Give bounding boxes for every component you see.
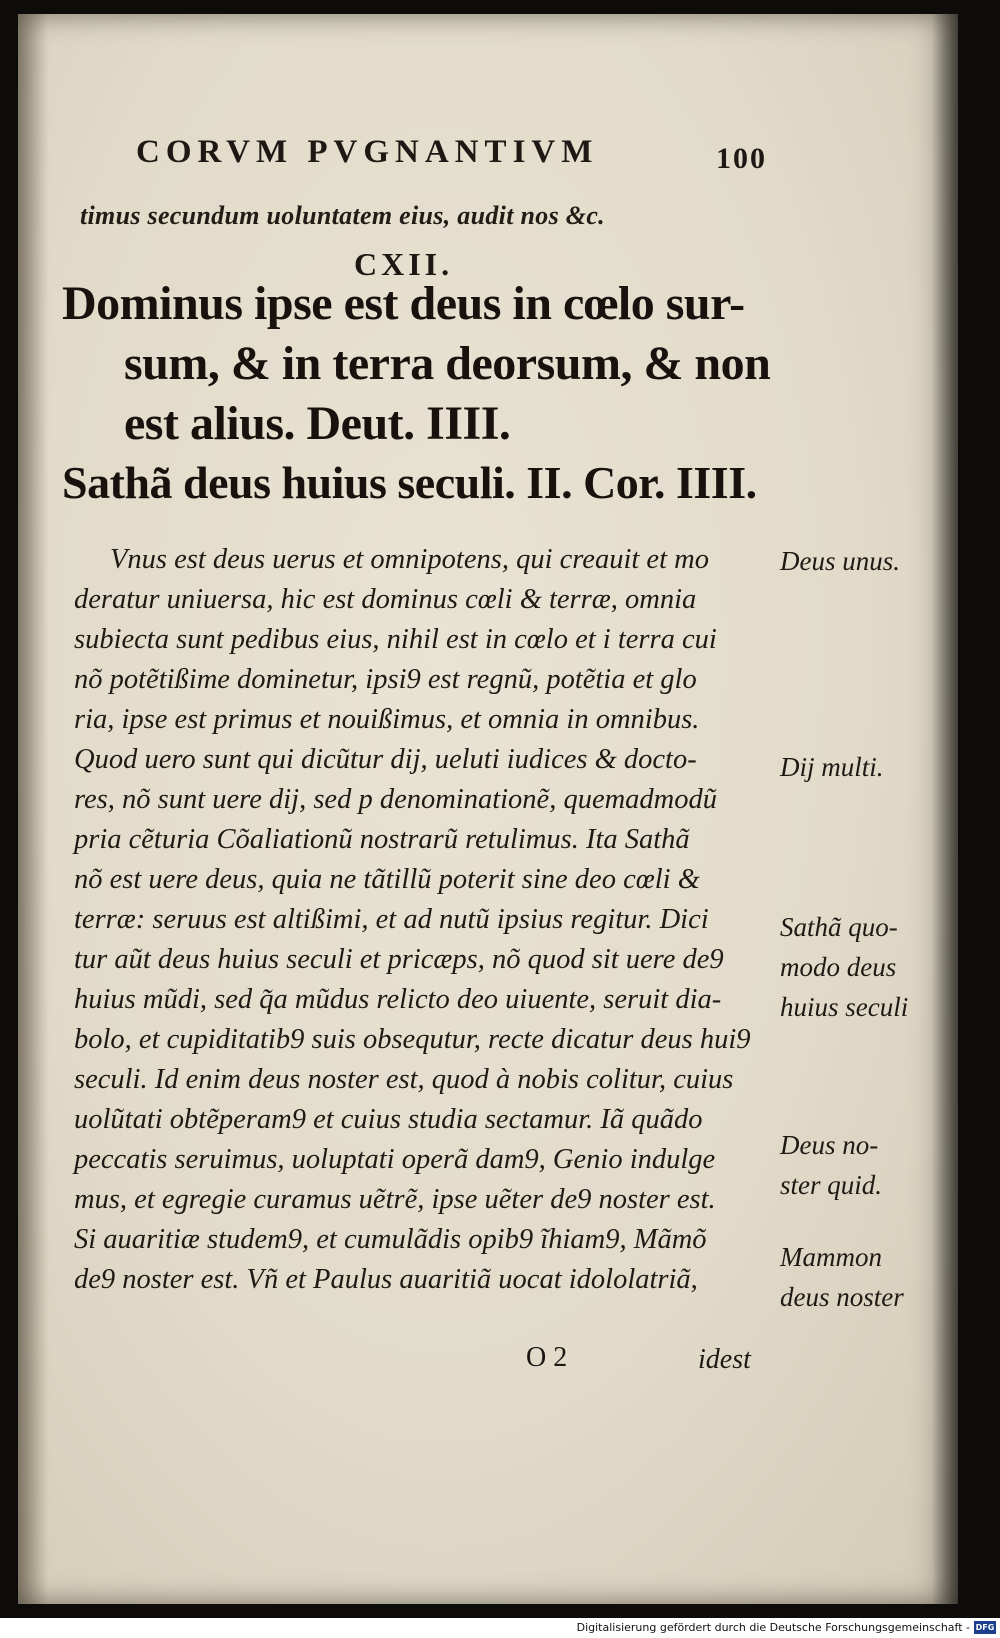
catchword: idest (698, 1344, 751, 1375)
digitization-credit: Digitalisierung gefördert durch die Deutsche Forschungsgemeinschaft - (576, 1621, 970, 1634)
body-line: deratur uniuersa, hic est dominus cœli & terræ, omnia (74, 584, 697, 615)
section-numeral: CXII. (354, 246, 454, 282)
heading-line: est alius. Deut. IIII. (124, 397, 511, 450)
margin-note: huius seculi (780, 992, 909, 1022)
carryover-line: timus secundum uoluntatem eius, audit nos &c. (80, 201, 605, 230)
body-line: terræ: seruus est altißimi, et ad nutũ ipsius regitur. Dici (74, 904, 709, 935)
heading-line: Dominus ipse est deus in cœlo sur- (62, 277, 745, 330)
body-line: seculi. Id enim deus noster est, quod à nobis colitur, cuius (74, 1064, 734, 1095)
body-line: res, nõ sunt uere dij, sed p denominationẽ, quemadmodũ (74, 784, 718, 815)
body-line: Vnus est deus uerus et omnipotens, qui creauit et mo (110, 544, 709, 575)
margin-note: deus noster (780, 1282, 904, 1312)
signature-mark: O 2 (526, 1342, 568, 1373)
body-line: Si auaritiæ studem9, et cumulãdis opib9 ĩhiam9, Mãmõ (74, 1224, 707, 1255)
page-gutter-shadow (18, 14, 48, 1604)
body-line: ria, ipse est primus et nouißimus, et omnia in omnibus. (74, 704, 700, 735)
body-line: nõ potẽtißime dominetur, ipsi9 est regnũ, potẽtia et glo (74, 664, 697, 695)
body-line: de9 noster est. Vñ et Paulus auaritiã uocat idololatriã, (74, 1264, 698, 1295)
margin-note: Dij multi. (780, 752, 884, 782)
body-line: pria cẽturia Cõaliationũ nostrarũ retulimus. Ita Sathã (74, 824, 690, 855)
body-line: Quod uero sunt qui dicũtur dij, ueluti iudices & docto- (74, 744, 697, 775)
margin-note: ster quid. (780, 1170, 883, 1200)
margin-note: modo deus (780, 952, 897, 982)
body-line: uolũtati obtẽperam9 et cuius studia sectamur. Iã quãdo (74, 1104, 703, 1135)
margin-note: Mammon (780, 1242, 882, 1272)
margin-note: Deus unus. (780, 546, 900, 576)
body-line: tur aũt deus huius seculi et pricæps, nõ quod sit uere de9 (74, 944, 724, 975)
heading-line: Satha͂ deus huius seculi. II. Cor. IIII. (62, 457, 757, 508)
body-line: peccatis seruimus, uoluptati operã dam9, Genio indulge (74, 1144, 716, 1175)
body-line: huius mũdi, sed q͂a mũdus relicto deo uiuente, seruit dia- (74, 984, 722, 1015)
dfg-logo: DFG (975, 1623, 995, 1632)
margin-note: Deus no- (780, 1130, 879, 1160)
body-line: subiecta sunt pedibus eius, nihil est in cœlo et i terra cui (74, 624, 717, 655)
folio-number: 100 (716, 142, 767, 175)
body-line: mus, et egregie curamus uẽtrẽ, ipse uẽter de9 noster est. (74, 1184, 716, 1215)
body-line: bolo, et cupiditatib9 suis obsequtur, recte dicatur deus hui9 (74, 1024, 751, 1055)
heading-line: sum, & in terra deorsum, & non (124, 337, 771, 390)
page-edge-shadow (932, 14, 958, 1604)
body-line: nõ est uere deus, quia ne tãtillũ poterit sine deo cœli & (74, 864, 700, 895)
running-head: CORVM PVGNANTIVM (136, 134, 599, 170)
book-page (18, 14, 958, 1604)
margin-note: Sathã quo- (780, 912, 898, 942)
